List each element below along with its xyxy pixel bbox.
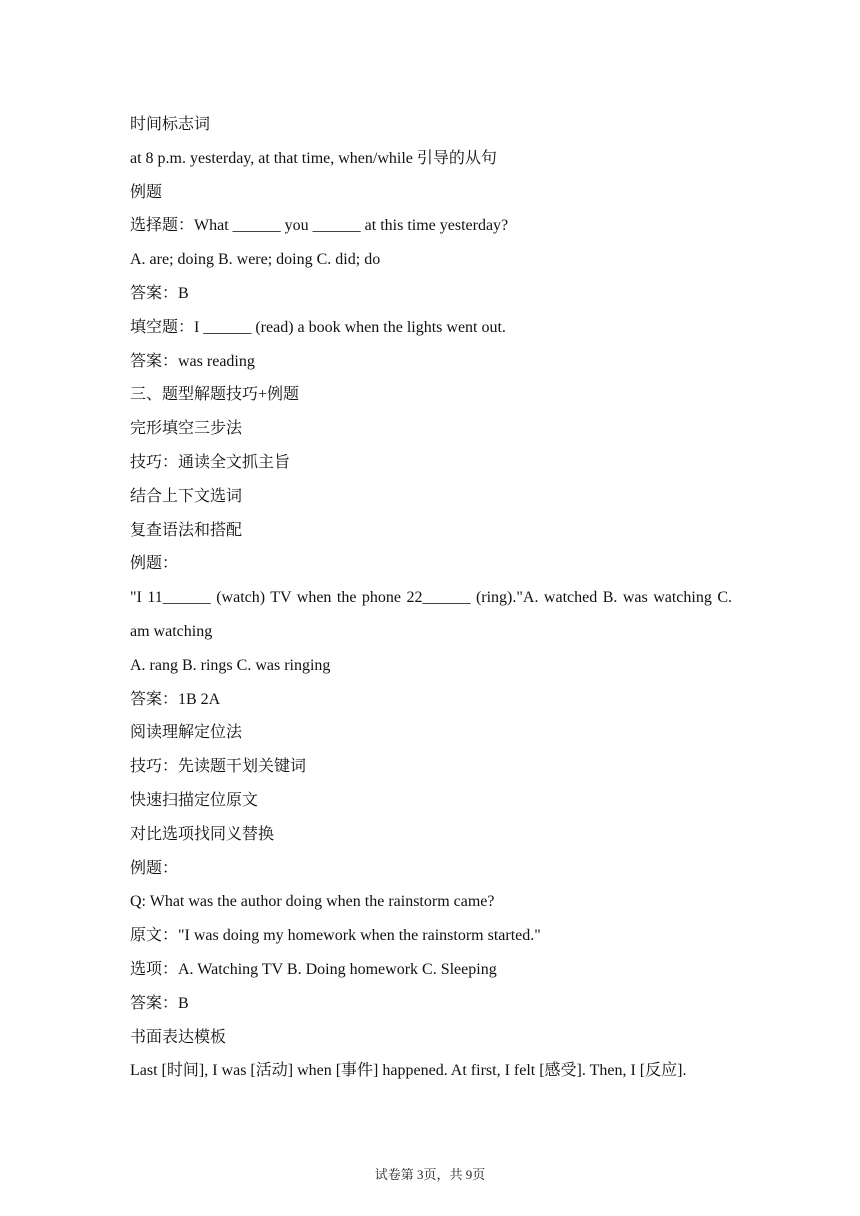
text-line: 阅读理解定位法 bbox=[130, 724, 243, 742]
text-line: 例题： bbox=[130, 555, 179, 573]
text-line: A. rang B. rings C. was ringing bbox=[130, 656, 331, 674]
text-line: Q: What was the author doing when the rainstorm came? bbox=[130, 893, 495, 911]
text-line: 例题： bbox=[130, 859, 179, 877]
text-line: Last [时间], I was [活动] when [事件] happened. At first, I felt [感受]. Then, I [反应]. bbox=[130, 1062, 687, 1080]
document-body bbox=[130, 108, 732, 1088]
text-line: 时间标志词 bbox=[130, 116, 211, 133]
text-paragraph: "I 11______ (watch) TV when the phone 22______ (ring)."A. watched B. was watching C. am watching bbox=[130, 589, 732, 640]
text-line: A. are; doing B. were; doing C. did; do bbox=[130, 251, 381, 269]
text-line: 答案：was reading bbox=[130, 352, 255, 370]
text-line: 书面表达模板 bbox=[130, 1028, 227, 1046]
text-line: 选择题：What ______ you ______ at this time yesterday? bbox=[130, 217, 509, 235]
text-line: 例题 bbox=[130, 183, 163, 201]
text-line: 结合上下文选词 bbox=[130, 487, 243, 505]
text-line: 技巧：通读全文抓主旨 bbox=[130, 453, 291, 471]
text-line: 原文："I was doing my homework when the rainstorm started." bbox=[130, 927, 541, 945]
text-line: 快速扫描定位原文 bbox=[130, 791, 259, 809]
text-line: 答案：B bbox=[130, 994, 189, 1012]
text-line: 复查语法和搭配 bbox=[130, 521, 243, 539]
text-line: 答案：B bbox=[130, 284, 189, 302]
text-line: 选项：A. Watching TV B. Doing homework C. Sleeping bbox=[130, 960, 497, 978]
section-heading: 三、题型解题技巧+例题 bbox=[130, 386, 300, 404]
text-line: 技巧：先读题干划关键词 bbox=[130, 758, 307, 776]
text-line: 完形填空三步法 bbox=[130, 420, 243, 438]
text-line: 对比选项找同义替换 bbox=[130, 825, 275, 843]
text-line: 填空题：I ______ (read) a book when the lights went out. bbox=[130, 318, 506, 336]
text-line: at 8 p.m. yesterday, at that time, when/while 引导的从句 bbox=[130, 149, 497, 167]
text-line: 答案：1B 2A bbox=[130, 690, 221, 708]
page-footer: 试卷第 3页，共 9页 bbox=[374, 1167, 486, 1182]
